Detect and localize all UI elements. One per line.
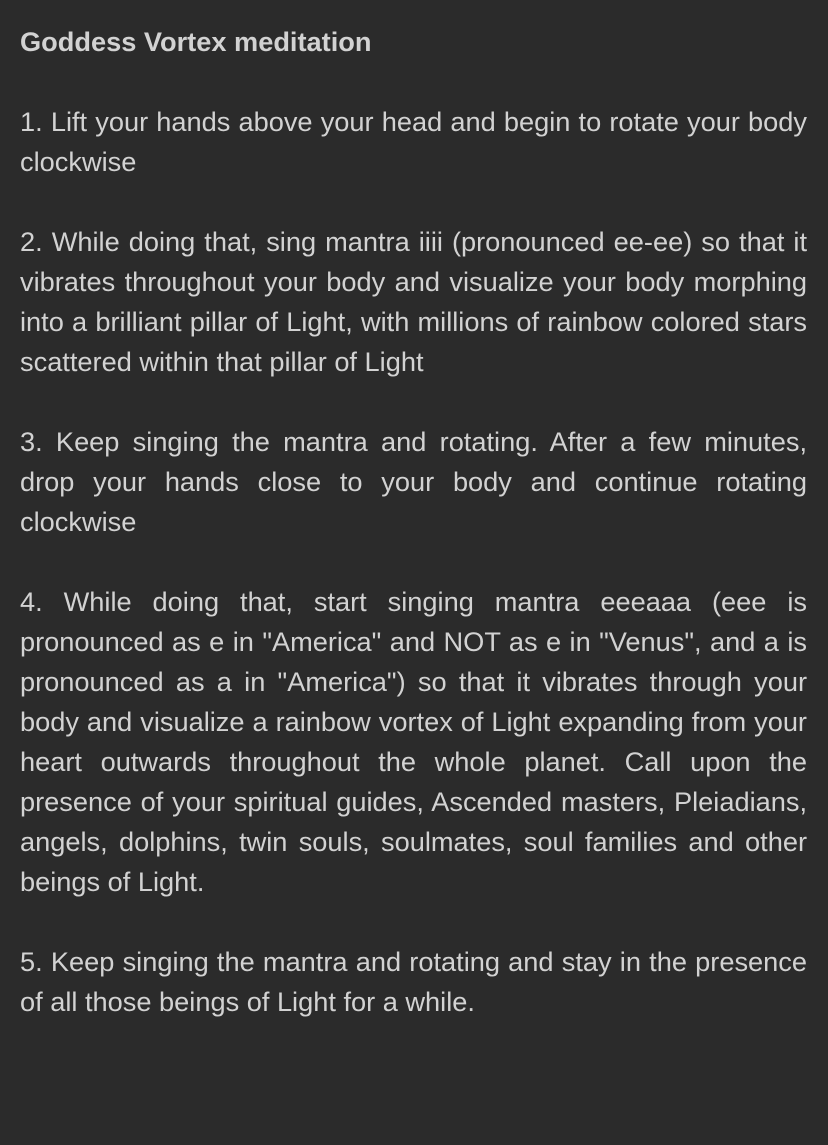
step-4: 4. While doing that, start singing mantra eeeaaa (eee is pronounced as e in "America" and NOT as e in "Venus", and a is pronounced as a in "America") so that it vibrates through your body and visualize a rainbow vortex of Light expanding from your heart outwards throughout the whole planet. Call upon the presence of your spiritual guides, Ascended masters, Pleiadians, angels, dolphins, twin souls, soulmates, soul families and other beings of Light. bbox=[20, 586, 807, 897]
step-1: 1. Lift your hands above your head and begin to rotate your body clockwise bbox=[20, 106, 807, 177]
document-title: Goddess Vortex meditation bbox=[20, 26, 372, 57]
step-5: 5. Keep singing the mantra and rotating and stay in the presence of all those beings of Light for a while. bbox=[20, 946, 807, 1017]
step-3: 3. Keep singing the mantra and rotating. After a few minutes, drop your hands close to your body and continue rotating clockwise bbox=[20, 426, 807, 537]
step-2: 2. While doing that, sing mantra iiii (pronounced ee-ee) so that it vibrates throughout your body and visualize your body morphing into a brilliant pillar of Light, with millions of rainbow colored stars scattered within that pillar of Light bbox=[20, 226, 807, 377]
